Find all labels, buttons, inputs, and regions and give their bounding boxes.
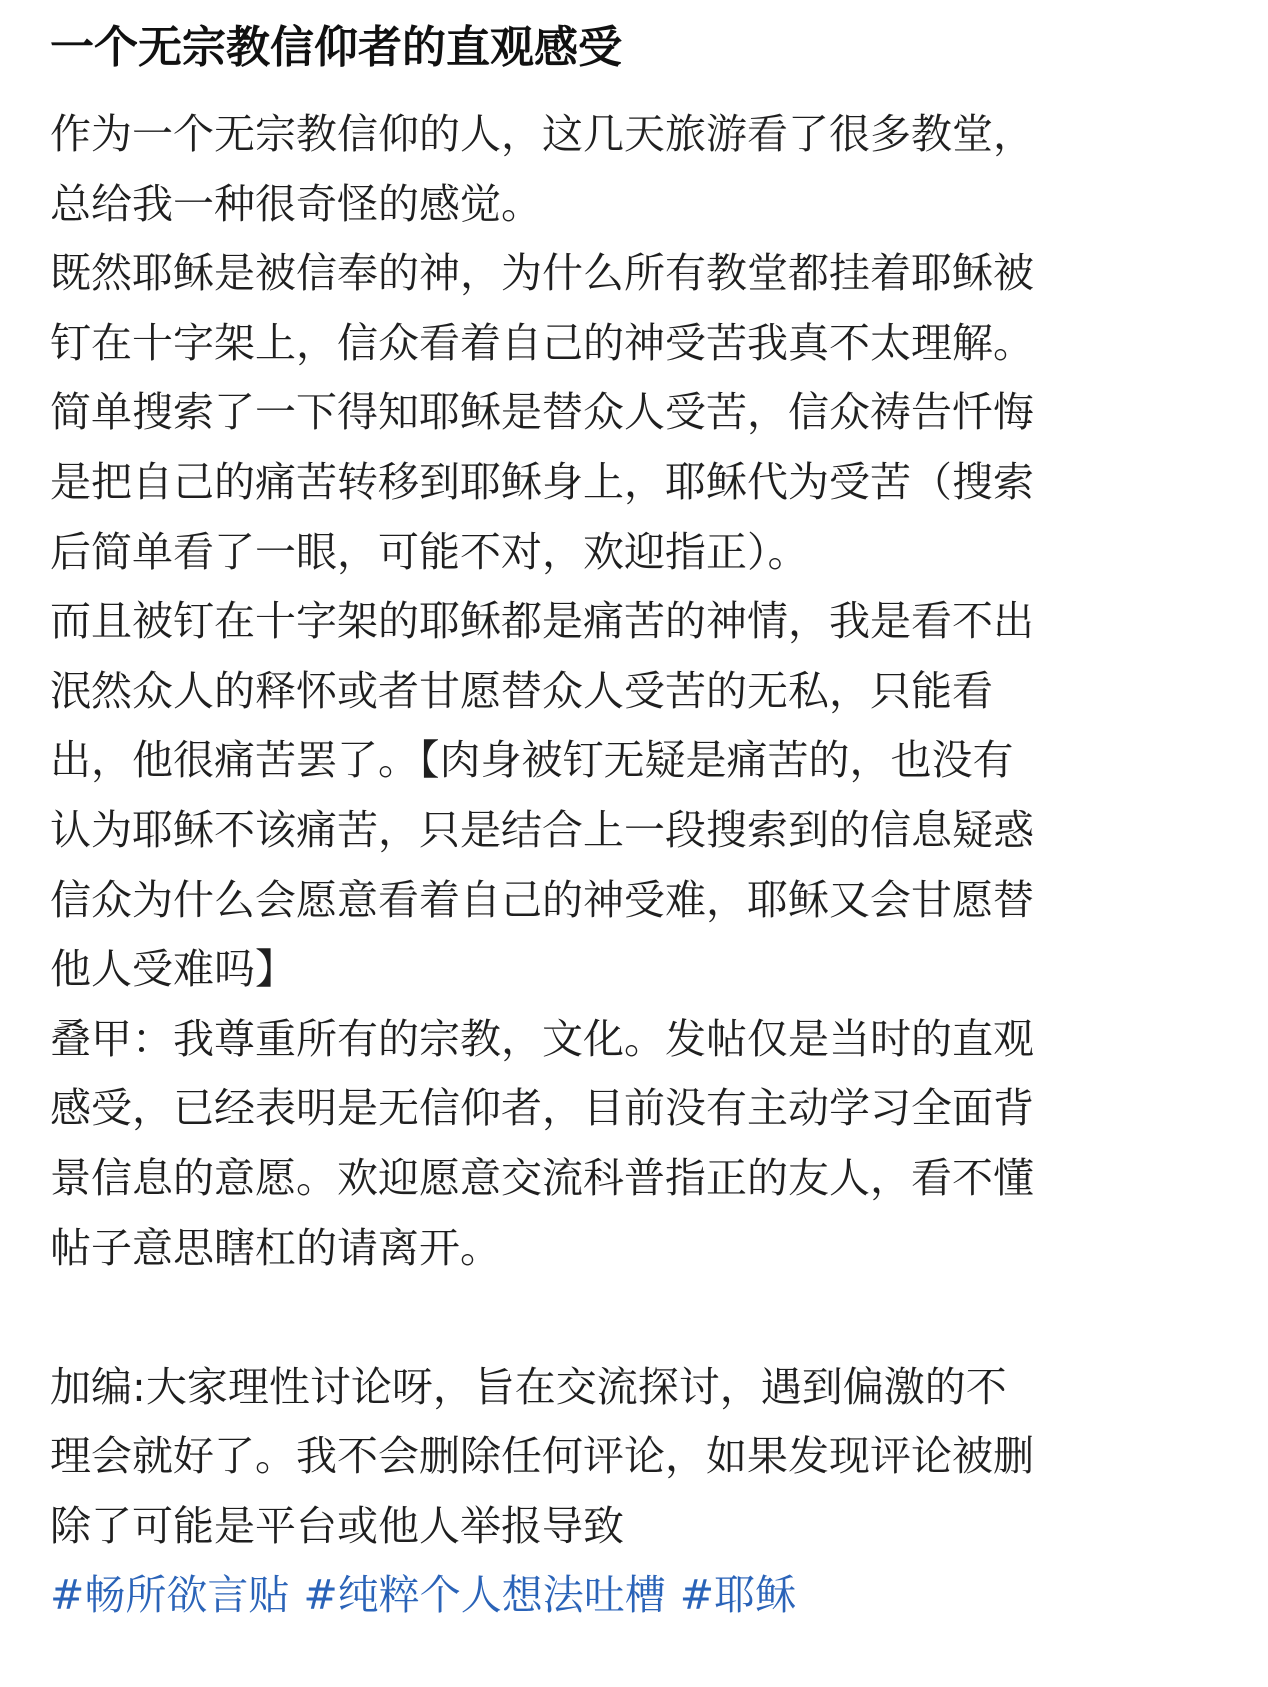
- tag-link-personal-thoughts[interactable]: #纯粹个人想法吐槽: [303, 1571, 666, 1620]
- post-content: [50, 18, 1230, 1631]
- text-line: 景信息的意愿。欢迎愿意交流科普指正的友人，看不懂: [50, 1153, 1034, 1202]
- text-line: 信众为什么会愿意看着自己的神受难，耶稣又会甘愿替: [50, 875, 1034, 924]
- post-paragraph-edit-note: [50, 1353, 1230, 1562]
- text-line: 泯然众人的释怀或者甘愿替众人受苦的无私，只能看: [50, 666, 993, 715]
- post-paragraph-search: [50, 378, 1230, 587]
- text-line: 既然耶稣是被信奉的神，为什么所有教堂都挂着耶稣被: [50, 249, 1034, 298]
- text-line: 除了可能是平台或他人举报导致: [50, 1501, 624, 1550]
- text-line: 而且被钉在十字架的耶稣都是痛苦的神情，我是看不出: [50, 597, 1034, 646]
- text-line: 认为耶稣不该痛苦，只是结合上一段搜索到的信息疑惑: [50, 805, 1034, 854]
- text-line: 理会就好了。我不会删除任何评论，如果发现评论被删: [50, 1432, 1034, 1481]
- text-line: 钉在十字架上，信众看着自己的神受苦我真不太理解。: [50, 318, 1034, 367]
- tag-link-chang-suo-yu-yan[interactable]: #畅所欲言贴: [50, 1571, 290, 1620]
- text-line: 帖子意思瞎杠的请离开。: [50, 1223, 501, 1272]
- text-line: 后简单看了一眼，可能不对，欢迎指正）。: [50, 527, 809, 576]
- text-line: 作为一个无宗教信仰的人，这几天旅游看了很多教堂，: [50, 110, 1034, 158]
- text-line: 叠甲：我尊重所有的宗教，文化。发帖仅是当时的直观: [50, 1014, 1034, 1063]
- post-paragraph-disclaimer: [50, 1005, 1230, 1283]
- text-line: 是把自己的痛苦转移到耶稣身上，耶稣代为受苦（搜索: [50, 457, 1034, 506]
- post-paragraph-intro: [50, 100, 1230, 239]
- text-line: 总给我一种很奇怪的感觉。: [50, 179, 542, 228]
- post-paragraph-question: [50, 239, 1230, 378]
- post-paragraph-expression: [50, 587, 1230, 1005]
- text-line: 加编:大家理性讨论呀，旨在交流探讨，遇到偏激的不: [50, 1362, 1007, 1411]
- post-title: 一个无宗教信仰者的直观感受: [50, 22, 622, 73]
- post-tags: [50, 1561, 1230, 1631]
- text-line: 简单搜索了一下得知耶稣是替众人受苦，信众祷告忏悔: [50, 388, 1034, 437]
- tag-link-jesus[interactable]: #耶稣: [679, 1571, 797, 1620]
- paragraph-spacer: [50, 1283, 1230, 1353]
- text-line: 他人受难吗】: [50, 945, 296, 994]
- text-line: 出，他很痛苦罢了。【肉身被钉无疑是痛苦的，也没有: [50, 736, 1014, 785]
- text-line: 感受，已经表明是无信仰者，目前没有主动学习全面背: [50, 1084, 1034, 1133]
